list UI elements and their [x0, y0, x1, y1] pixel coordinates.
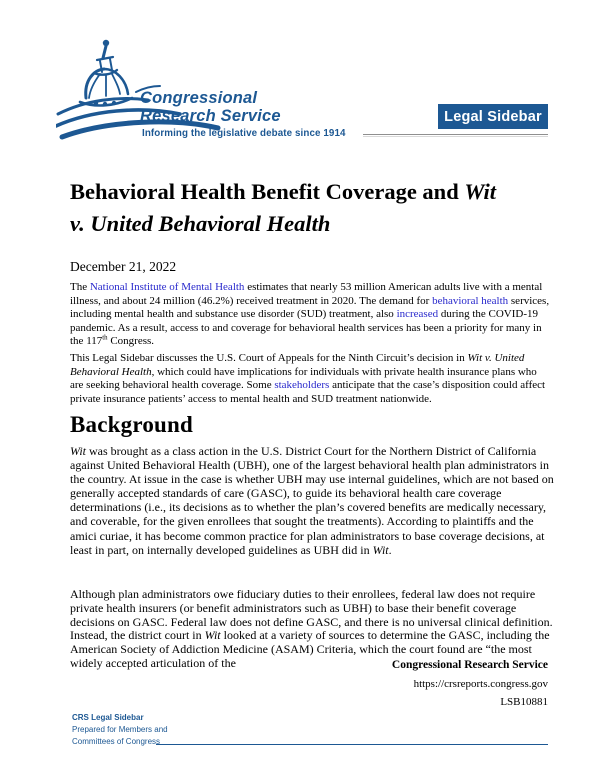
background-heading: Background — [70, 412, 194, 437]
title-line2 — [70, 208, 560, 240]
text-segment: Behavioral Health Benefit Coverage and — [70, 179, 465, 204]
footer-left — [72, 712, 168, 748]
superscript-text: th — [102, 334, 108, 342]
background-paragraph-1 — [70, 444, 556, 557]
footer-right — [248, 656, 548, 712]
text-segment: This Legal Sidebar discusses the U.S. Court of Appeals for the Ninth Circuit’s decision in — [70, 352, 468, 364]
brand-tagline: Informing the legislative debate since 1914 — [142, 128, 346, 139]
intro-paragraph-2 — [70, 352, 552, 406]
text-segment: Although plan administrators owe fiduciary duties to their enrollees, federal law does not require private health insurers (or benefit administrators such as UBH) to base their benefit coverage decisions on GASC. Federal law does not define GASC, and there is no universal clinical definition. Instead, the district court in — [70, 587, 553, 643]
footer-prepared-line2: Committees of Congress — [72, 737, 161, 746]
text-segment: , which could have implications for individuals with private health insurance plans who are seeking behavioral health coverage. Some — [70, 365, 537, 392]
footer-prepared-line1: Prepared for Members and — [72, 725, 168, 734]
brand-line2: Research Service — [140, 106, 281, 125]
inline-link[interactable]: behavioral health — [432, 294, 509, 307]
text-segment: The — [70, 281, 90, 293]
brand-line1: Congressional — [140, 89, 258, 107]
footer-product-name: CRS Legal Sidebar — [72, 713, 144, 722]
title-line1 — [70, 176, 560, 208]
italic-text: Wit — [464, 179, 497, 204]
italic-text: Wit — [70, 444, 87, 458]
publication-date: December 21, 2022 — [70, 259, 177, 274]
intro-paragraph-1 — [70, 281, 552, 349]
italic-text: Wit v. United Behavioral Health — [70, 352, 525, 378]
text-segment: anticipate that the case’s disposition could affect private insurance patients’ access to mental health and SUD treatment nationwide. — [70, 379, 546, 405]
document-title — [70, 176, 560, 240]
text-segment: was brought as a class action in the U.S. District Court for the Northern District of California against United Behavioral Health (UBH), one of the largest behavioral health plan administrators in the country. At issue in the case is whether UBH may use internal guidelines, which are not based on generally accepted standards of care (GASC), to guide its behavioral health care coverage determinations (i.e., its decisions as to whether the plan’s covered benefits are medically necessary, and coverable, for the given enrollees that sought the treatments). According to plaintiffs and the amici curiae, it has become common practice for plan administrators to base coverage decisions, at least in part, on internally developed guidelines as UBH did in — [70, 444, 554, 557]
footer-doc-id: LSB10881 — [500, 696, 548, 708]
text-segment: during the COVID-19 pandemic. As a result, access to and coverage for behavioral health services has been a priority for many in the 117 — [70, 308, 542, 348]
inline-link[interactable]: increased — [396, 308, 439, 321]
text-segment: . — [388, 542, 392, 557]
italic-text: Wit — [204, 628, 221, 643]
text-segment: services, including mental health and substance use disorder (SUD) treatment, also — [70, 294, 550, 321]
footer-divider — [156, 744, 548, 745]
text-segment: looked at a variety of sources to determine the GASC, including the American Society of Addiction Medicine (ASAM) Criteria, which the court found are “the most widely accepted articulation of the — [70, 628, 550, 670]
inline-link[interactable]: National Institute of Mental Health — [89, 281, 245, 293]
italic-text: v. United Behavioral Health — [70, 211, 331, 236]
text-segment: estimates that nearly 53 million American adults live with a mental illness, and about 24 million (46.2%) received treatment in 2020. The demand for — [70, 281, 543, 307]
legal-sidebar-badge: Legal Sidebar — [438, 104, 548, 129]
brand-wordmark — [140, 90, 281, 125]
header-divider — [363, 134, 548, 137]
italic-text: Wit — [372, 542, 389, 557]
inline-link[interactable]: stakeholders — [274, 379, 330, 392]
text-segment: Congress. — [107, 335, 155, 348]
footer-url: https://crsreports.congress.gov — [413, 677, 548, 690]
footer-org-name: Congressional Research Service — [391, 659, 548, 671]
